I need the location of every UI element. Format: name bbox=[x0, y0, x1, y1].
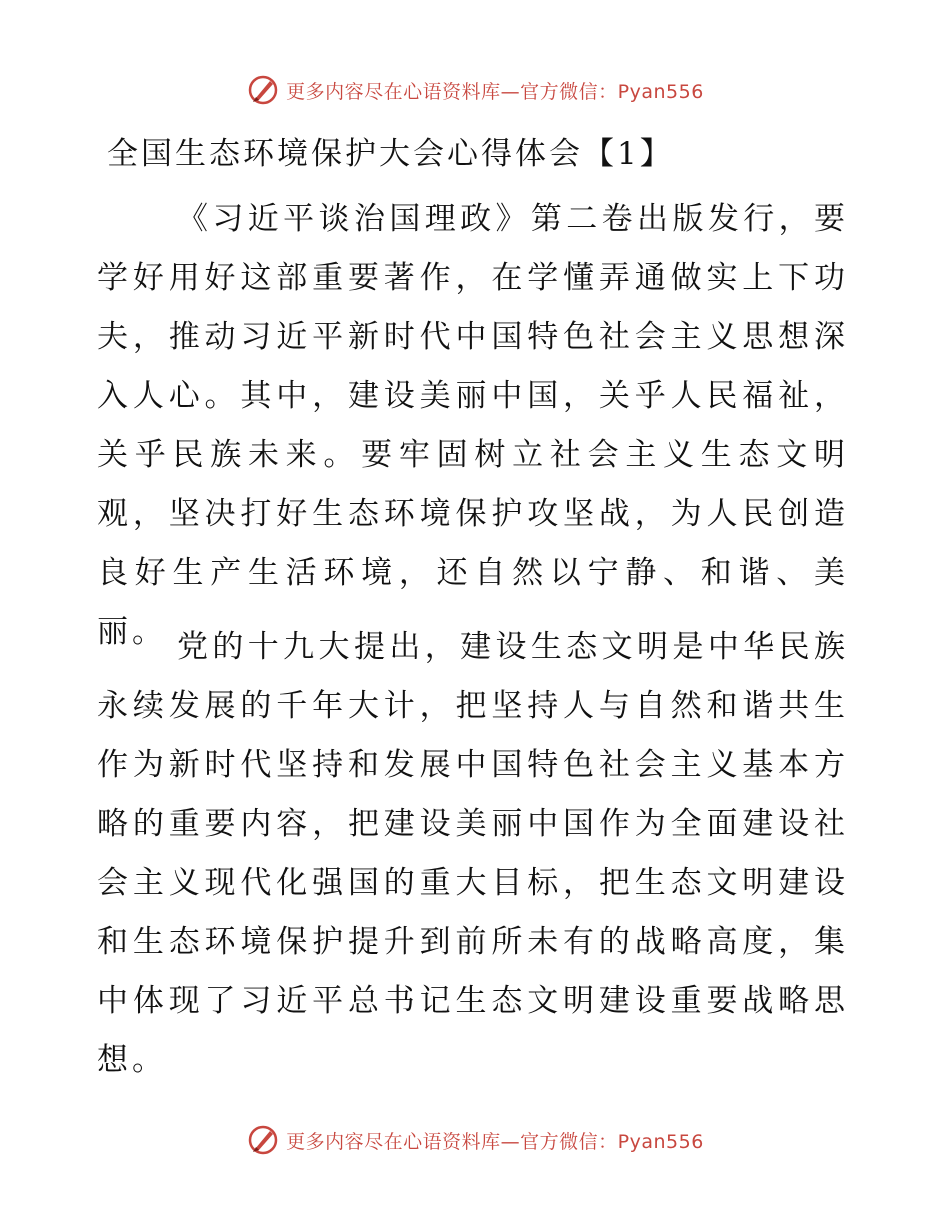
quill-pen-logo-icon bbox=[246, 1123, 280, 1157]
paragraph-2 bbox=[97, 618, 849, 1090]
footer-banner bbox=[0, 1120, 950, 1160]
header-banner bbox=[0, 70, 950, 110]
banner-text: 更多内容尽在心语资料库—官方微信：Pyan556 bbox=[286, 1130, 704, 1153]
paragraph-text: 党的十九大提出，建设生态文明是中华民族永续发展的千年大计，把坚持人与自然和谐共生作为新时代坚持和发展中国特色社会主义基本方略的重要内容，把建设美丽中国作为全面建设社会主义现代化强国的重大目标，把生态文明建设和生态环境保护提升到前所未有的战略高度，集中体现了习近平总书记生态文明建设重要战略思想。 bbox=[97, 629, 849, 1078]
banner-text: 更多内容尽在心语资料库—官方微信：Pyan556 bbox=[286, 80, 704, 103]
document-title: 全国生态环境保护大会心得体会【1】 bbox=[107, 136, 674, 172]
paragraph-1 bbox=[97, 190, 849, 662]
paragraph-text: 《习近平谈治国理政》第二卷出版发行，要学好用好这部重要著作，在学懂弄通做实上下功夫，推动习近平新时代中国特色社会主义思想深入人心。其中，建设美丽中国，关乎人民福祉，关乎民族未来。要牢固树立社会主义生态文明观，坚决打好生态环境保护攻坚战，为人民创造良好生产生活环境，还自然以宁静、和谐、美丽。 bbox=[97, 201, 849, 650]
quill-pen-logo-icon bbox=[246, 73, 280, 107]
